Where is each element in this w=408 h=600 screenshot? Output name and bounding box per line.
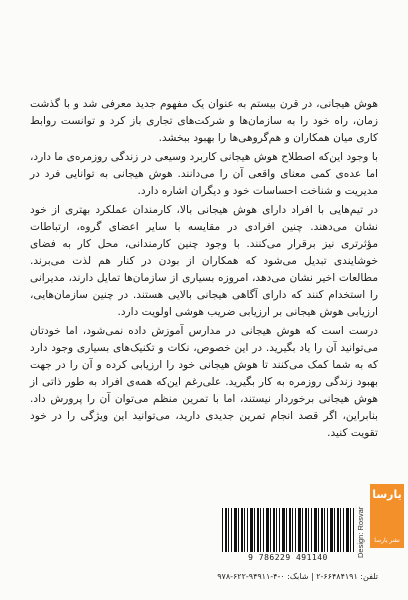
publisher-logo-mark: یارسا [372,488,402,501]
barcode-digits: 9 786229 491140 [248,553,328,562]
publisher-logo [370,484,404,548]
publisher-logo-name: نشر یارسا [374,537,400,544]
barcode-bars [222,508,354,552]
blurb-paragraph: درست است که هوش هیجانی در مدارس آموزش داده نمی‌شود، اما خودتان می‌توانید آن را یاد بگیرید. در این خصوص، نکات و تکنیک‌های بسیاری وجود دارد که به شما کمک می‌کنند تا هوش هیجانی خود را ارزیابی کرده و آن را در جهت بهبود زندگی روزمره به کار بگیرید. علی‌رغم این‌که همه‌ی افراد به طور ذاتی از هوش هیجانی برخوردار نیستند، اما با تمرین منظم می‌توان آن را پرورش داد. بنابراین، اگر قصد انجام تمرین جدیدی دارید، می‌توانید این ویژگی را در خود تقویت کنید. [30,325,378,439]
blurb-paragraph: در تیم‌هایی با افراد دارای هوش هیجانی بالا، کارمندان عملکرد بهتری از خود نشان می‌دهند. چنین افرادی در مقایسه با سایر اعضای گروه، ارتباطات مؤثرتری نیز برقرار می‌کنند. با وجود چنین کارمندانی، محل کار به فضای خوشایندی تبدیل می‌شود که همکاران از بودن در کنار هم لذت می‌برند. مطالعات اخیر نشان می‌دهد، امروزه بسیاری از سازمان‌ها تمایل دارند، مدیرانی را استخدام کنند که دارای آگاهی هیجانی بالایی هستند. در چنین سازمان‌هایی، ارزیابی هوش هیجانی بر ارزیابی ضریب هوشی اولویت دارد. [30,204,378,318]
blurb-paragraph: با وجود این‌که اصطلاح هوش هیجانی کاربرد وسیعی در زندگی روزمره‌ی ما دارد، اما عده‌ی کمی معنای واقعی آن را می‌دانند. هوش هیجانی به توانایی فرد در مدیریت و شناخت احساسات خود و دیگران اشاره دارد. [30,151,378,197]
contact-isbn-line: تلفن: ۶۶۴۸۴۱۹۱-۲ | شابک: ۰-۴-۹۴۹۱۱-۶۲۲-۹۷۸ [217,572,378,581]
isbn-barcode [222,508,354,564]
blurb-text [30,96,378,444]
blurb-paragraph: هوش هیجانی، در قرن بیستم به عنوان یک مفهوم جدید معرفی شد و با گذشت زمان، راه خود را به سازمان‌ها و شرکت‌های تجاری باز کرد و توانست روابط کاری میان همکاران و هم‌گروهی‌ها را بهبود ببخشد. [30,98,378,144]
design-credit: Design: Rosvar [356,506,365,558]
